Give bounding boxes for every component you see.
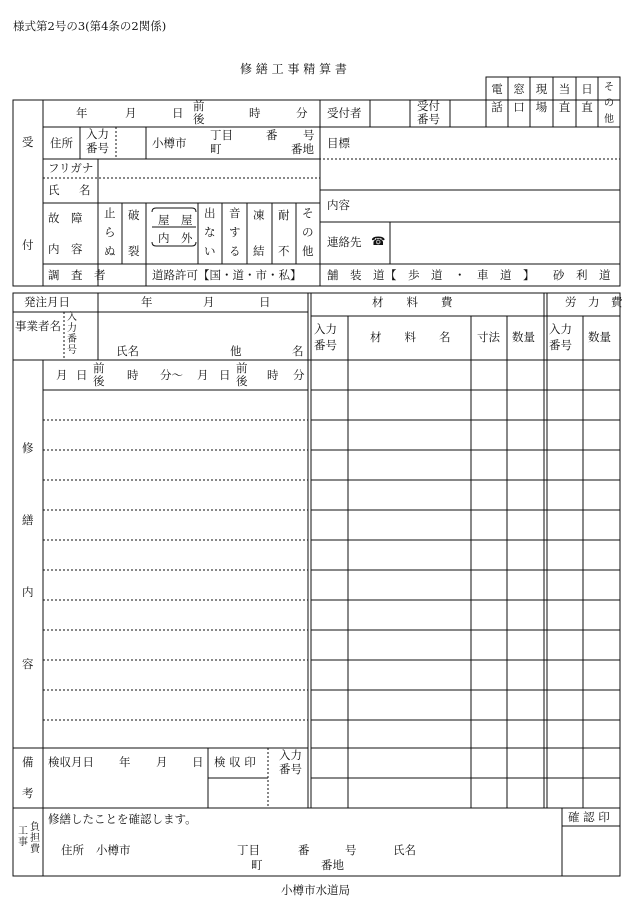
fault-opt-1-mid: ら bbox=[104, 225, 116, 239]
repair-pm: 後 bbox=[93, 374, 105, 388]
contractor-input-no-4: 号 bbox=[67, 345, 77, 356]
address-label: 住所 bbox=[50, 136, 73, 150]
reception-am: 前 bbox=[193, 99, 205, 113]
material-name-header: 材 料 名 bbox=[370, 330, 451, 344]
fault-opt-6-top: 耐 bbox=[278, 208, 290, 222]
stamp-night-duty: 当直 bbox=[558, 82, 571, 115]
stamp-day-duty: 日直 bbox=[581, 82, 593, 115]
fault-opt-3-bot: い bbox=[204, 244, 216, 258]
remarks-label-2: 考 bbox=[22, 786, 34, 800]
repair-hour-2: 時 bbox=[267, 368, 279, 382]
gravel-road: 砂 利 道 bbox=[553, 268, 611, 282]
confirm-text: 修繕したことを確認します。 bbox=[48, 812, 197, 826]
fault-opt-4-bot: る bbox=[229, 244, 241, 258]
repair-day-2: 日 bbox=[219, 368, 231, 382]
repair-minute-2: 分 bbox=[293, 368, 305, 382]
stamp-site: 現場 bbox=[535, 82, 548, 115]
contractor-name-label: 氏名 bbox=[116, 344, 139, 358]
contractor-label: 事業者名 bbox=[15, 319, 61, 333]
fault-opt-2-top: 破 bbox=[128, 208, 140, 222]
inspection-year: 年 bbox=[119, 755, 131, 769]
fault-opt-4-top: 音 bbox=[229, 206, 241, 220]
reception-day: 日 bbox=[172, 106, 184, 120]
contractor-input-no-2: 力 bbox=[67, 323, 77, 334]
labor-input-no-2: 番号 bbox=[549, 338, 572, 352]
remarks-label-1: 備 bbox=[22, 755, 34, 769]
order-day: 日 bbox=[259, 295, 271, 309]
address-banchi: 番地 bbox=[291, 142, 314, 156]
stamp-counter: 窓口 bbox=[513, 82, 525, 115]
address-input-no-2: 番号 bbox=[86, 141, 109, 155]
content-label: 内容 bbox=[327, 198, 350, 212]
paved-road: 舗 装 道 bbox=[327, 268, 385, 282]
reception-hour: 時 bbox=[249, 106, 261, 120]
fault-opt-1-top: 止 bbox=[104, 206, 116, 220]
address-input-no-1: 入力 bbox=[86, 127, 109, 141]
repair-label-2: 繕 bbox=[22, 513, 34, 527]
contractor-others: 他 bbox=[230, 344, 242, 358]
fault-opt-3-mid: な bbox=[204, 225, 216, 239]
burden-go: 号 bbox=[345, 843, 357, 857]
fault-opt-1-bot: ぬ bbox=[104, 244, 116, 258]
repair-month-2: 月 bbox=[197, 368, 209, 382]
reception-month: 月 bbox=[125, 106, 137, 120]
repair-day: 日 bbox=[76, 368, 88, 382]
address-machi: 町 bbox=[210, 142, 222, 156]
address-city: 小樽市 bbox=[152, 136, 187, 150]
size-header: 寸法 bbox=[477, 330, 500, 344]
name-label-1: 氏 bbox=[48, 183, 60, 197]
address-go: 号 bbox=[303, 128, 315, 142]
inspection-month: 月 bbox=[156, 755, 168, 769]
inspection-seal-label: 検 収 印 bbox=[214, 755, 256, 769]
fault-opt-4-mid: す bbox=[229, 225, 241, 239]
burden-label-1: 工 bbox=[18, 826, 28, 837]
reception-minute: 分 bbox=[296, 106, 308, 120]
contractor-input-no-1: 入 bbox=[67, 312, 77, 323]
repair-am-2: 前 bbox=[236, 361, 248, 375]
fault-label-1: 故 障 bbox=[48, 211, 83, 225]
fault-opt-2-bot: 裂 bbox=[128, 244, 140, 258]
fault-opt-7-mid: の bbox=[302, 225, 314, 239]
inspection-date-label: 検収月日 bbox=[48, 755, 94, 769]
investigator-label: 調 査 者 bbox=[48, 268, 106, 282]
materials-header: 材 料 費 bbox=[372, 295, 453, 309]
road-permit: 道路許可【国・道・市・私】 bbox=[152, 268, 302, 282]
reception-label-bottom: 付 bbox=[22, 238, 34, 252]
burden-label-4: 担 bbox=[30, 833, 40, 844]
name-label-2: 名 bbox=[79, 183, 91, 197]
burden-label-3: 負 bbox=[30, 822, 40, 833]
issuer-footer: 小樽市水道局 bbox=[281, 883, 350, 897]
labor-header: 労 力 費 bbox=[565, 295, 623, 309]
repair-am: 前 bbox=[93, 361, 105, 375]
fault-opt-3-top: 出 bbox=[204, 206, 216, 220]
fault-opt-7-bot: 他 bbox=[302, 244, 314, 258]
confirm-seal-label: 確 認 印 bbox=[568, 810, 610, 824]
fault-opt-5-top: 凍 bbox=[253, 208, 265, 222]
burden-city: 小樽市 bbox=[96, 843, 131, 857]
order-month: 月 bbox=[203, 295, 215, 309]
stamp-phone: 電話 bbox=[491, 82, 503, 115]
fault-opt-7-top: そ bbox=[302, 206, 314, 220]
fault-opt-5-bot: 結 bbox=[253, 244, 265, 258]
inout-bottom: 内 外 bbox=[158, 231, 193, 245]
burden-machi: 町 bbox=[251, 858, 263, 872]
burden-address-label: 住所 bbox=[61, 843, 84, 857]
remarks-input-no-2: 番号 bbox=[279, 762, 302, 776]
materials-input-no-1: 入力 bbox=[314, 322, 337, 336]
phone-icon: ☎ bbox=[371, 234, 386, 248]
address-ban: 番 bbox=[266, 128, 278, 142]
burden-name-label: 氏名 bbox=[393, 843, 416, 857]
reception-pm: 後 bbox=[193, 112, 205, 126]
repair-hour: 時 bbox=[127, 368, 139, 382]
quantity-header: 数量 bbox=[512, 330, 535, 344]
sidewalk-road: 【 歩 道 ・ 車 道 】 bbox=[385, 268, 535, 282]
labor-quantity-header: 数量 bbox=[588, 330, 611, 344]
repair-label-1: 修 bbox=[22, 441, 34, 455]
reception-no-label-1: 受付 bbox=[417, 99, 440, 113]
burden-label-5: 費 bbox=[30, 844, 40, 855]
repair-pm-2: 後 bbox=[236, 374, 248, 388]
reception-label-top: 受 bbox=[22, 135, 34, 149]
burden-ban: 番 bbox=[298, 843, 310, 857]
furigana-label: フリガナ bbox=[48, 161, 94, 175]
receiver-label: 受付者 bbox=[327, 106, 362, 120]
reception-no-label-2: 番号 bbox=[417, 112, 440, 126]
reception-year: 年 bbox=[76, 106, 88, 120]
fault-opt-6-bot: 不 bbox=[278, 244, 290, 258]
contractor-mei: 名 bbox=[292, 344, 304, 358]
inspection-day: 日 bbox=[192, 755, 204, 769]
contact-label: 連絡先 bbox=[327, 235, 362, 249]
stamp-other: その他 bbox=[604, 82, 614, 125]
landmark-label: 目標 bbox=[327, 136, 350, 150]
labor-input-no-1: 入力 bbox=[549, 322, 572, 336]
burden-banchi: 番地 bbox=[321, 858, 344, 872]
repair-label-4: 容 bbox=[22, 657, 34, 671]
repair-minute-from: 分〜 bbox=[160, 368, 183, 382]
burden-chome: 丁目 bbox=[237, 843, 260, 857]
form-number: 様式第2号の3(第4条の2関係) bbox=[13, 19, 167, 33]
inout-top: 屋 屋 bbox=[158, 213, 193, 227]
repair-label-3: 内 bbox=[22, 585, 34, 599]
page-title: 修 繕 工 事 精 算 書 bbox=[240, 62, 347, 76]
repair-month: 月 bbox=[56, 368, 68, 382]
materials-input-no-2: 番号 bbox=[314, 338, 337, 352]
order-date-label: 発注月日 bbox=[24, 295, 70, 309]
fault-label-2: 内 容 bbox=[48, 242, 83, 256]
address-chome: 丁目 bbox=[210, 128, 233, 142]
remarks-input-no-1: 入力 bbox=[279, 748, 302, 762]
order-year: 年 bbox=[141, 295, 153, 309]
burden-label-2: 事 bbox=[18, 837, 28, 848]
contractor-input-no-3: 番 bbox=[67, 334, 77, 345]
